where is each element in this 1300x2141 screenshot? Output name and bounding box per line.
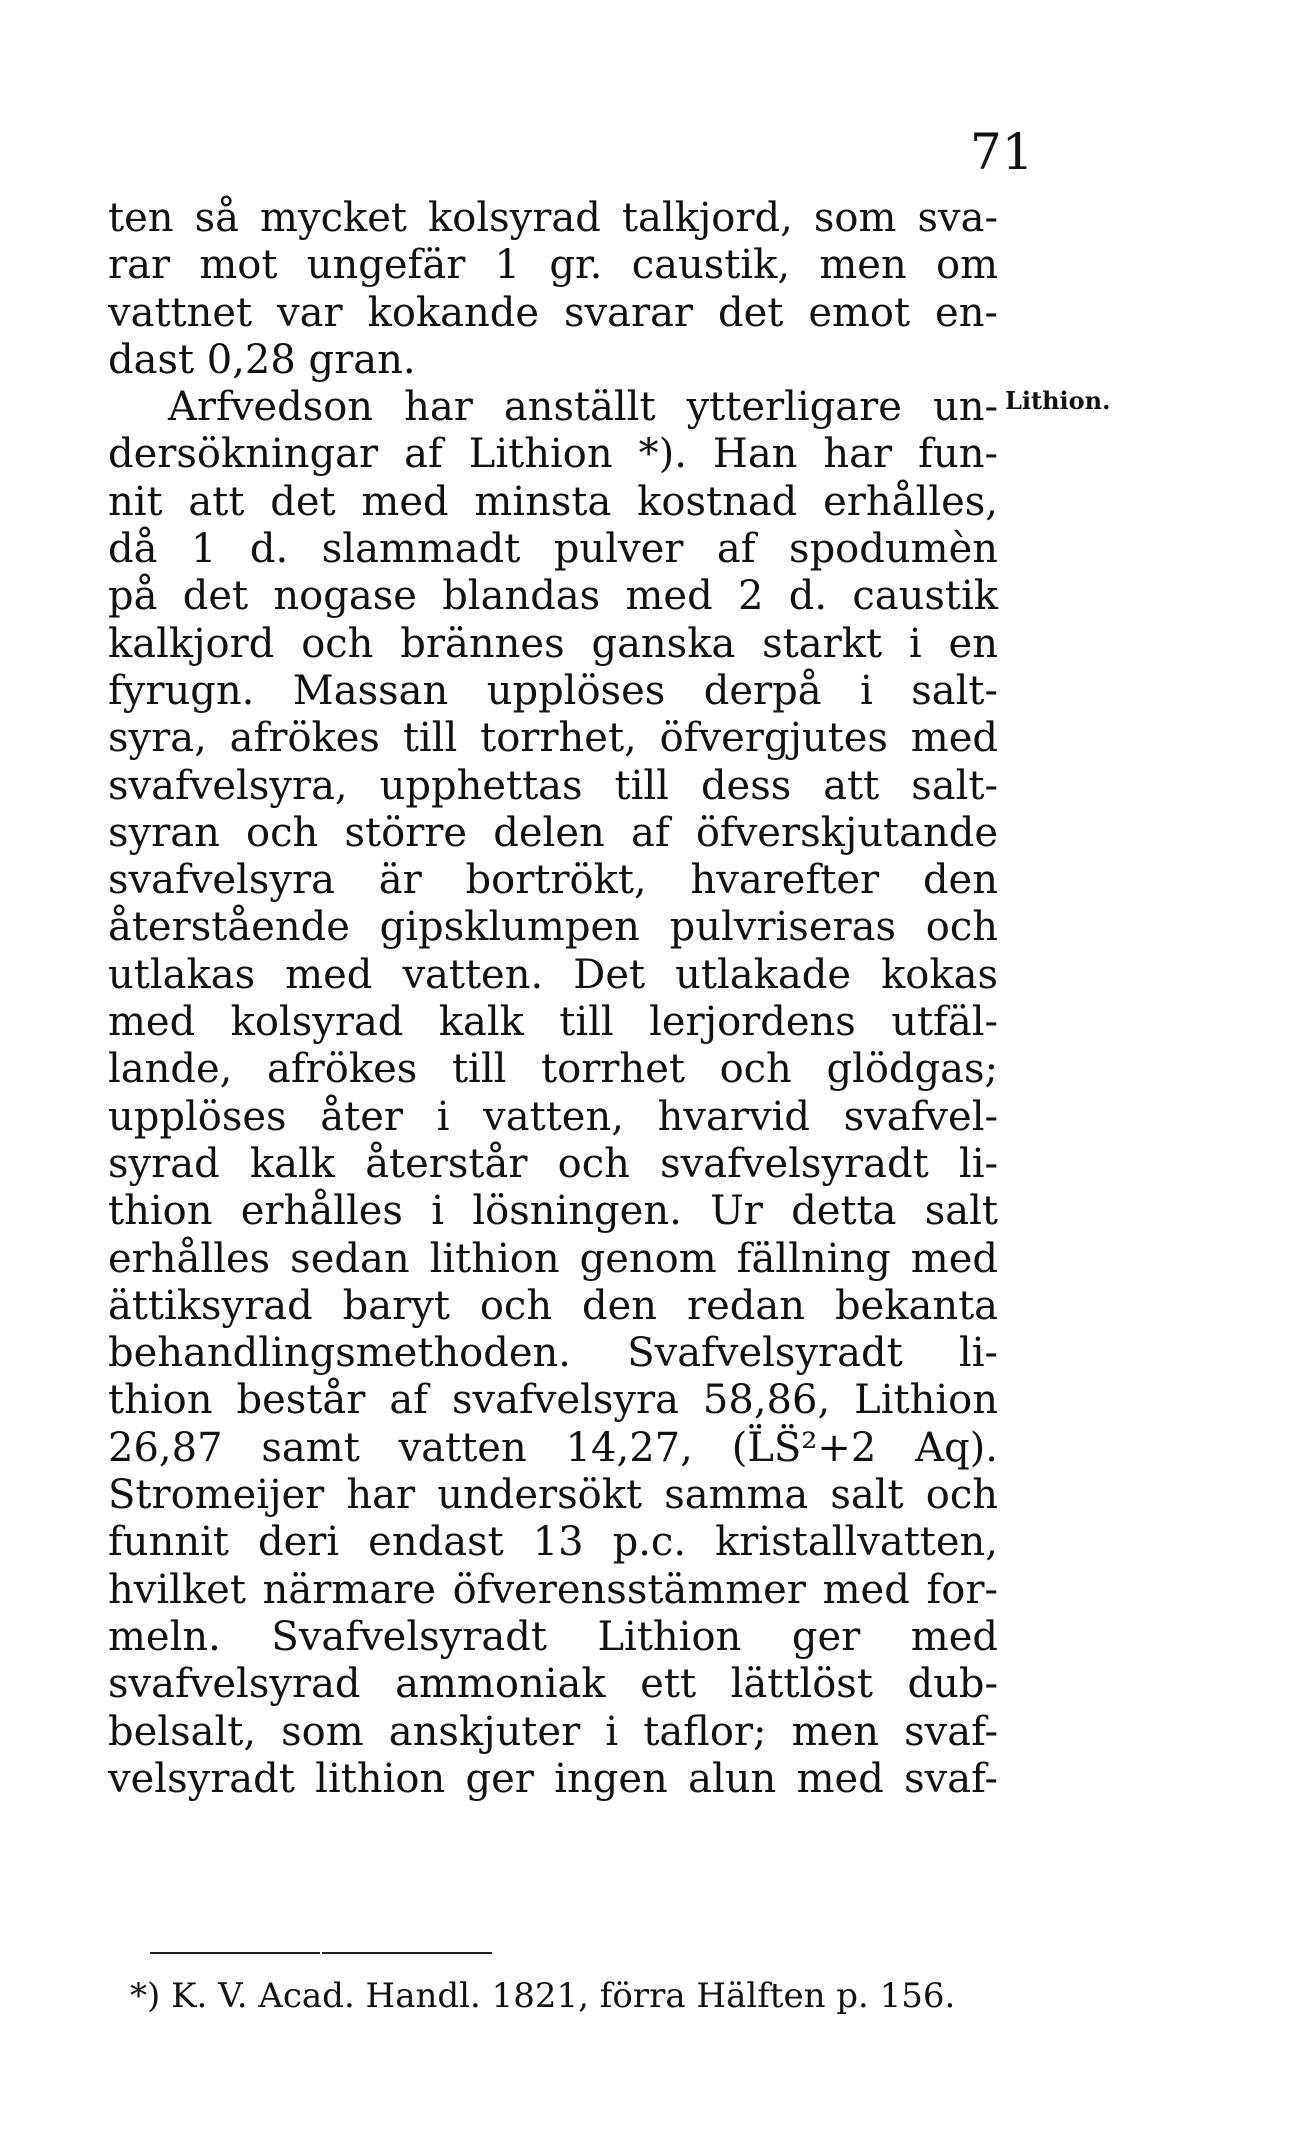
footnote: *) K. V. Acad. Handl. 1821, förra Hälften p. 156. [130, 1976, 956, 2016]
text-line: behandlingsmethoden. Svafvelsyradt li- [108, 1330, 998, 1377]
text-line: utlakas med vatten. Det utlakade kokas [108, 951, 998, 998]
text-line: syran och större delen af öfverskjutande [108, 809, 998, 856]
text-line: dersökningar af Lithion *). Han har fun- [108, 431, 998, 478]
text-line: på det nogase blandas med 2 d. caustik [108, 573, 998, 620]
text-line: svafvelsyra är bortrökt, hvarefter den [108, 857, 998, 904]
text-line: lande, afrökes till torrhet och glödgas; [108, 1046, 998, 1093]
text-line: Stromeijer har undersökt samma salt och [108, 1472, 998, 1519]
text-line: upplöses åter i vatten, hvarvid svafvel- [108, 1093, 998, 1140]
text-line: dast 0,28 gran. [108, 336, 416, 383]
text-line: belsalt, som anskjuter i taflor; men svaf- [108, 1708, 998, 1755]
text-line: syrad kalk återstår och svafvelsyradt li- [108, 1140, 998, 1187]
text-line: thion består af svafvelsyra 58,86, Lithion [108, 1377, 998, 1424]
text-line: hvilket närmare öfverensstämmer med for- [108, 1566, 998, 1613]
text-line: svafvelsyra, upphettas till dess att salt- [108, 762, 998, 809]
text-line: 26,87 samt vatten 14,27, (L̈S̈²+2 Aq). [108, 1424, 998, 1471]
text-line: meln. Svafvelsyradt Lithion ger med [108, 1613, 998, 1660]
text-line: fyrugn. Massan upplöses derpå i salt- [108, 667, 998, 714]
text-line: thion erhålles i lösningen. Ur detta salt [108, 1188, 998, 1235]
text-line: återstående gipsklumpen pulvriseras och [108, 904, 998, 951]
text-line: velsyradt lithion ger ingen alun med svaf- [108, 1755, 998, 1802]
text-line: svafvelsyrad ammoniak ett lättlöst dub- [108, 1661, 998, 1708]
text-line: vattnet var kokande svarar det emot en- [108, 289, 998, 336]
margin-note: Lithion. [1005, 386, 1111, 415]
text-line: nit att det med minsta kostnad erhålles, [108, 478, 998, 525]
text-line: rar mot ungefär 1 gr. caustik, men om [108, 242, 998, 289]
text-line: Arfvedson har anställt ytterligare un- [168, 384, 998, 431]
body-text [108, 195, 998, 1803]
text-line: ten så mycket kolsyrad talkjord, som sva- [108, 195, 998, 241]
footnote-divider [322, 1952, 492, 1954]
text-line: erhålles sedan lithion genom fällning med [108, 1235, 998, 1282]
text-line: med kolsyrad kalk till lerjordens utfäl- [108, 999, 998, 1046]
text-line: funnit deri endast 13 p.c. kristallvatten, [108, 1519, 998, 1566]
page-number: 71 [970, 123, 1034, 181]
text-line: syra, afrökes till torrhet, öfvergjutes med [108, 715, 998, 762]
text-line: ättiksyrad baryt och den redan bekanta [108, 1282, 998, 1329]
text-line: kalkjord och brännes ganska starkt i en [108, 620, 998, 667]
footnote-divider [150, 1952, 320, 1954]
text-line: då 1 d. slammadt pulver af spodumèn [108, 526, 998, 573]
